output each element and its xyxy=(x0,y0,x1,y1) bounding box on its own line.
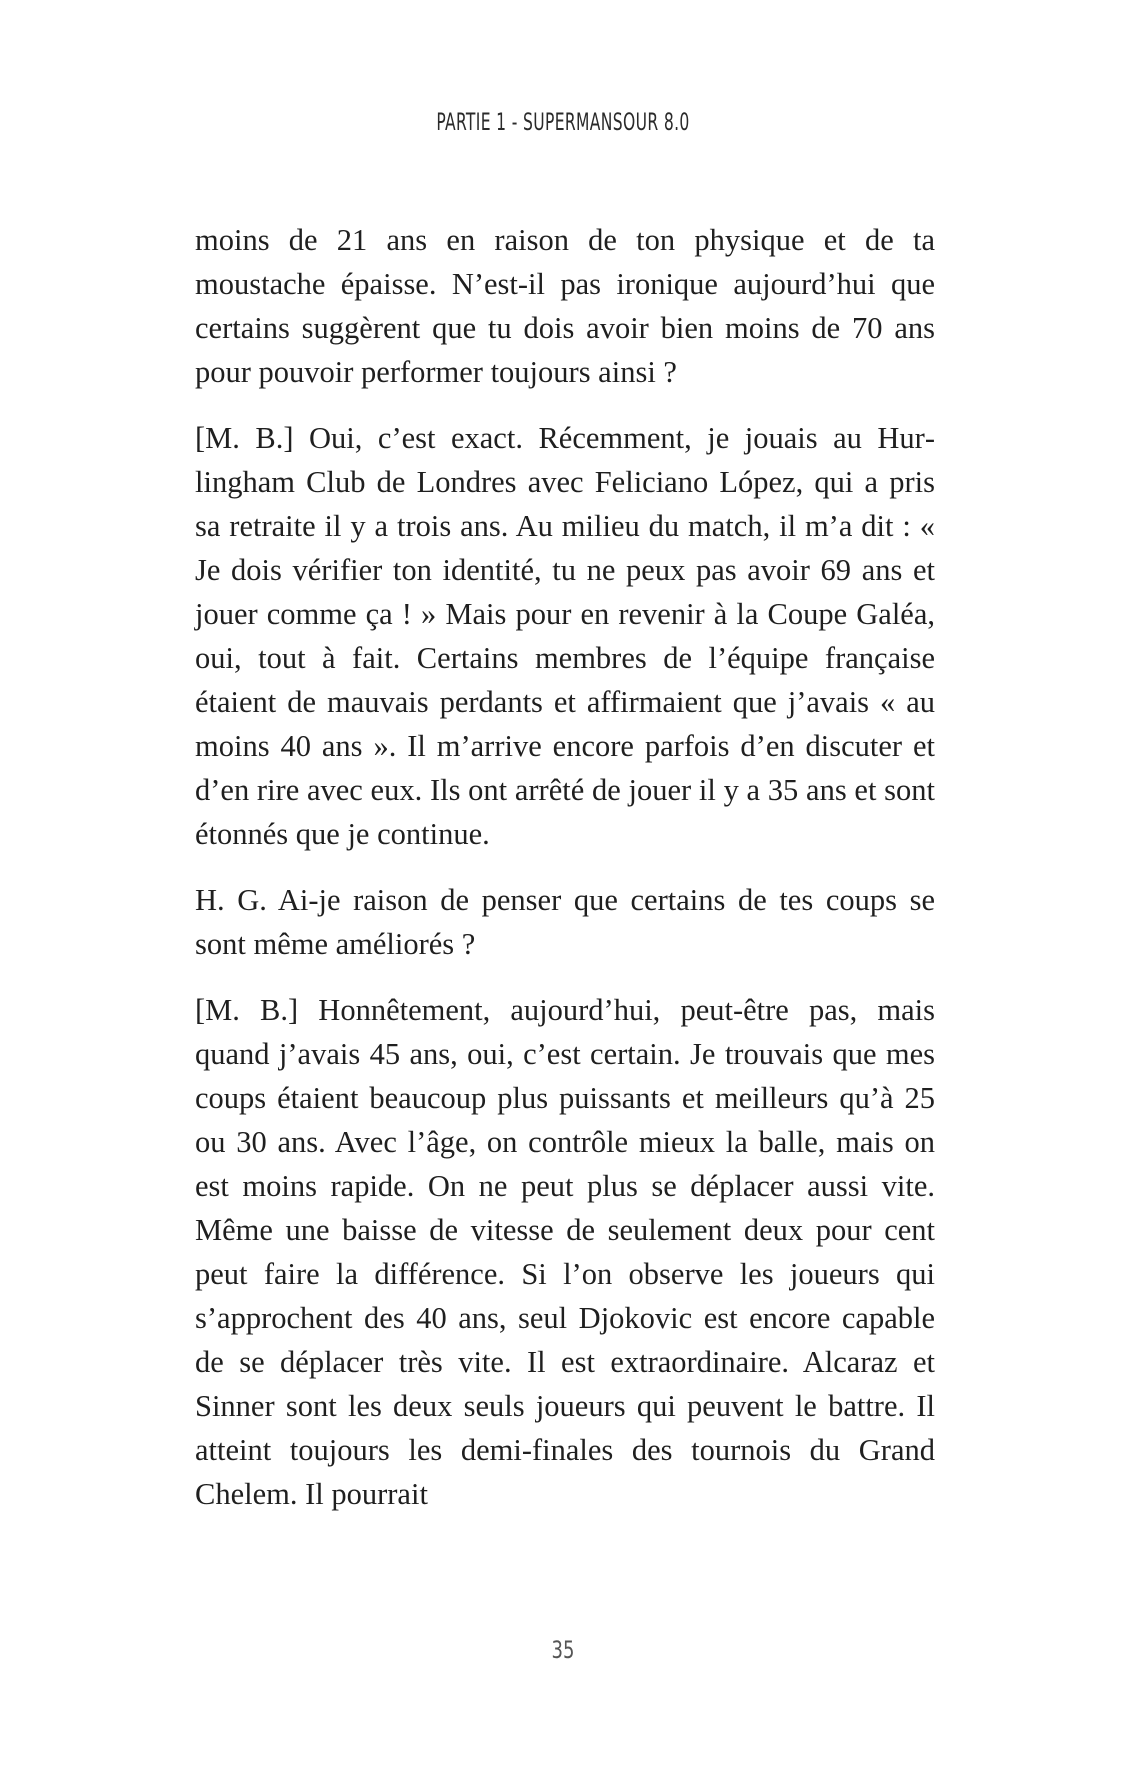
running-head: PARTIE 1 - SUPERMANSOUR 8.0 xyxy=(436,108,690,136)
paragraph-question-hg: H. G. Ai-je raison de penser que certains de tes coups se sont même améliorés ? xyxy=(195,883,935,961)
paragraph-continuation: moins de 21 ans en raison de ton physique et de ta moustache épaisse. N’est-il pas ironique aujourd’hui que certains suggèrent que tu dois avoir bien moins de 70 ans pour pouvoir performer toujours ainsi ? xyxy=(195,223,935,389)
paragraph-answer-mb-1: [M. B.] Oui, c’est exact. Récemment, je jouais au Hurlingham Club de Londres avec Feliciano López, qui a pris sa retraite il y a trois ans. Au milieu du match, il m’a dit : « Je dois vérifier ton identité, tu ne peux pas avoir 69 ans et jouer comme ça ! » Mais pour en revenir à la Coupe Galéa, oui, tout à fait. Certains membres de l’équipe française étaient de mauvais perdants et affirmaient que j’avais « au moins 40 ans ». Il m’arrive encore parfois d’en discuter et d’en rire avec eux. Ils ont arrêté de jouer il y a 35 ans et sont étonnés que je continue. xyxy=(195,421,935,851)
paragraph-answer-mb-2: [M. B.] Honnêtement, aujourd’hui, peut-être pas, mais quand j’avais 45 ans, oui, c’est certain. Je trouvais que mes coups étaient beaucoup plus puissants et meilleurs qu’à 25 ou 30 ans. Avec l’âge, on contrôle mieux la balle, mais on est moins rapide. On ne peut plus se déplacer aussi vite. Même une baisse de vitesse de seulement deux pour cent peut faire la différence. Si l’on observe les joueurs qui s’approchent des 40 ans, seul Djokovic est encore capable de se déplacer très vite. Il est extraordinaire. Alcaraz et Sinner sont les deux seuls joueurs qui peuvent le battre. Il atteint toujours les demi-finales des tournois du Grand Chelem. Il pourrait xyxy=(195,993,935,1511)
body-text xyxy=(195,218,935,1516)
page-number: 35 xyxy=(551,1636,575,1664)
